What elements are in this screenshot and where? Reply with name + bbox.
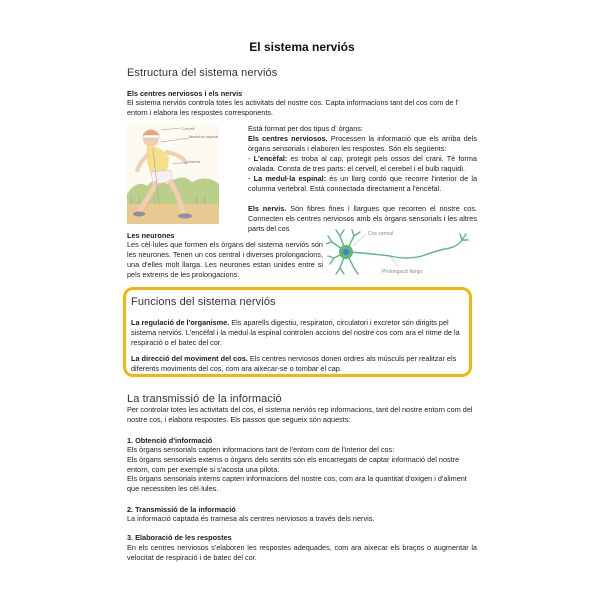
step2-heading: 2. Transmissió de la informació — [127, 505, 236, 514]
nervis-label: Els nervis. — [248, 204, 287, 213]
runner-illustration — [127, 124, 219, 224]
regulacio-label: La regulació de l'organisme. — [131, 318, 230, 327]
neuron-label-cos: Cos central — [368, 231, 394, 237]
encefal-label: L'encèfal: — [253, 154, 288, 163]
bullet-dash: - — [248, 154, 254, 163]
step1-heading: 1. Obtenció d'informació — [127, 436, 213, 445]
direccio-label: La direcció del moviment del cos. — [131, 354, 248, 363]
neuron-diagram — [326, 226, 476, 280]
direccio-text: Els centres nerviosos donen ordres als músculs per realitzar els diferents moviments del cos, com ara aixecar-se o tombar el cap. — [131, 354, 457, 373]
neuron-image — [326, 226, 476, 280]
medulla-item — [248, 174, 477, 194]
medulla-label: La medul·la espinal: — [253, 174, 327, 183]
bullet-dash: - — [248, 174, 254, 183]
encefal-text: es troba al cap, protegit pels ossos del crani. Té forma ovalada. Consta de tres parts: el cervell, el cerebel i el bulb raquidi. — [248, 154, 477, 173]
svg-text:Cervell: Cervell — [182, 126, 195, 131]
paragraph-intro: El sistema nerviós controla totes les activitats del nostre cos. Capta informacions tant del cos com de l' entorn i elabora les respostes corresponents. — [127, 98, 459, 117]
human-body-nervous-system-image — [127, 124, 219, 224]
section-heading-funcions: Funcions del sistema nerviós — [131, 296, 276, 308]
centres-text: Processen la informació que els arriba dels òrgans sensorials i elaboren les respostes. Són els següents: — [248, 134, 477, 153]
step1-line2: Els òrgans sensorials externs o òrgans dels sentits són els encarregats de captar informació del nostre entorn, com per exemple si s'acosta una pilota. — [127, 455, 460, 474]
section-heading-transmissio: La transmissió de la informació — [127, 393, 282, 405]
organs-intro: Està format per dos tipus d' òrgans: — [248, 124, 363, 133]
medulla-text: és un llarg cordó que recorre l'interior de la columna vertebral. Està connectada directament a l'encèfal. — [248, 174, 478, 193]
funcions-paragraph-2 — [131, 354, 467, 374]
funcions-paragraph-1 — [131, 318, 467, 348]
subheading-centres-nervis: Els centres nerviosos i els nervis — [127, 89, 243, 98]
nervis-text: Són fibres fines i llargues que recorren el nostre cos. Connecten els centres nerviosos amb els òrgans sensorials i les altres parts del cos — [248, 204, 477, 233]
centres-nerviosos-paragraph — [248, 134, 477, 154]
regulacio-text: Els aparells digestiu, respiratori, circulatori i excretor són dirigits pel sistema nerviós. L'encèfal i la medul·la espinal controlen accions del nostre cos com ara el ritme de la respiració o el batec del cor. — [131, 318, 460, 347]
subheading-neurones: Les neurones — [127, 231, 175, 240]
step3-heading: 3. Elaboració de les respostes — [127, 533, 232, 542]
neurones-paragraph: Les cèl·lules que formen els òrgans del sistema nerviós són les neurones. Tenen un cos central i diverses prolongacions, una d'elles molt llarga. Les neurones estan unides entre si pels extrems de les prolongacions. — [127, 240, 323, 279]
page-title: El sistema nerviós — [249, 40, 355, 54]
svg-text:Medul·la espinal: Medul·la espinal — [189, 134, 219, 139]
organs-description — [248, 124, 477, 234]
svg-text:Nervis: Nervis — [189, 159, 201, 164]
step3-text: En els centres nerviosos s'elaboren les respostes adequades, com ara aixecar els braços o augmentar la velocitat de respiració i de batec del cor. — [127, 543, 477, 562]
neuron-label-prolongacio: Prolongació llarga — [382, 269, 423, 275]
transmissio-intro: Per controlar totes les activitats del cos, el sistema nerviós rep informacions, tant del nostre entorn com del nostre cos, i elabora respostes. Els passos que segueix són aquests: — [127, 405, 473, 424]
step2-text: La informació captada és tramesa als centres nerviosos a través dels nervis. — [127, 514, 375, 523]
section-heading-estructura: Estructura del sistema nerviós — [127, 67, 278, 79]
step1-line3: Els òrgans sensorials interns capten informacions del nostre cos, com ara la quantitat d'oxigen i d'aliment que necessiten les cèl·lules. — [127, 474, 467, 493]
encefal-item — [248, 154, 477, 174]
step1-line1: Els òrgans sensorials capten informacions tant de l'entorn com de l'interior del cos: — [127, 445, 395, 454]
centres-label: Els centres nerviosos. — [248, 134, 328, 143]
